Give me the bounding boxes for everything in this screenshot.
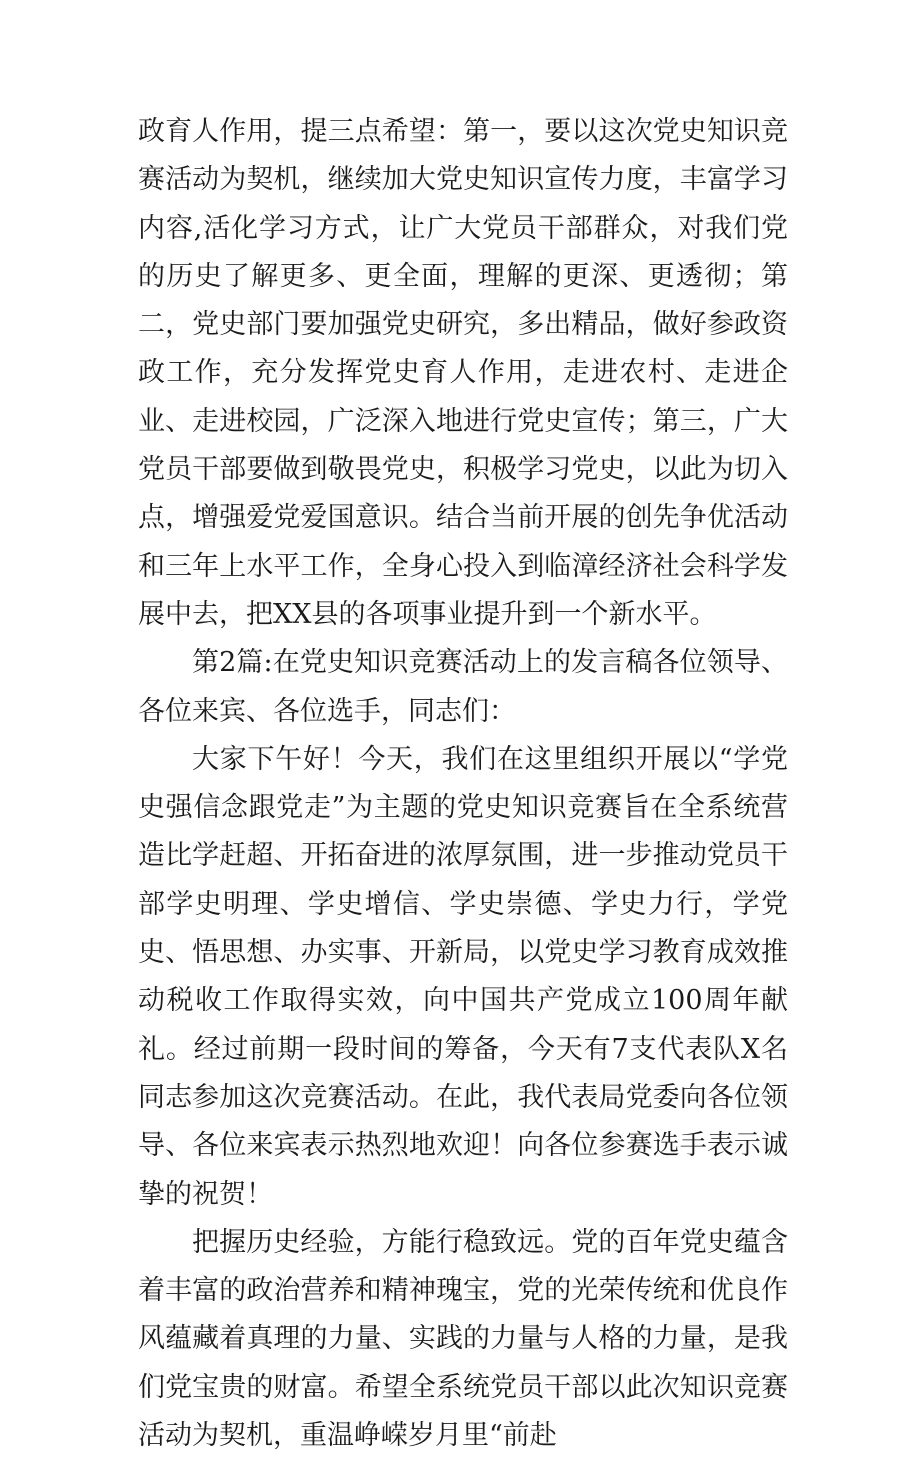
document-body: [138, 108, 788, 1460]
paragraph-1: 政育人作用，提三点希望：第一，要以这次党史知识竞赛活动为契机，继续加大党史知识宣传力度，丰富学习内容,活化学习方式，让广大党员干部群众，对我们党的历史了解更多、更全面，理解的更深、更透彻；第二，党史部门要加强党史研究，多出精品，做好参政资政工作，充分发挥党史育人作用，走进农村、走进企业、走进校园，广泛深入地进行党史宣传；第三，广大党员干部要做到敬畏党史，积极学习党史，以此为切入点，增强爱党爱国意识。结合当前开展的创先争优活动和三年上水平工作，全身心投入到临漳经济社会科学发展中去，把XX县的各项事业提升到一个新水平。: [138, 116, 788, 630]
paragraph-3: 大家下午好！今天，我们在这里组织开展以“学党史强信念跟党走”为主题的党史知识竞赛旨在全系统营造比学赶超、开拓奋进的浓厚氛围，进一步推动党员干部学史明理、学史增信、学史崇德、学史力行，学党史、悟思想、办实事、开新局，以党史学习教育成效推动税收工作取得实效，向中国共产党成立100周年献礼。经过前期一段时间的筹备，今天有7支代表队X名同志参加这次竞赛活动。在此，我代表局党委向各位领导、各位来宾表示热烈地欢迎！向各位参赛选手表示诚挚的祝贺！: [138, 743, 788, 1210]
paragraph-4: 把握历史经验，方能行稳致远。党的百年党史蕴含着丰富的政治营养和精神瑰宝，党的光荣传统和优良作风蕴藏着真理的力量、实践的力量与人格的力量，是我们党宝贵的财富。希望全系统党员干部以此次知识竞赛活动为契机，重温峥嵘岁月里“前赴: [138, 1226, 788, 1452]
paragraph-2: 第2篇:在党史知识竞赛活动上的发言稿各位领导、各位来宾、各位选手，同志们：: [138, 647, 788, 727]
